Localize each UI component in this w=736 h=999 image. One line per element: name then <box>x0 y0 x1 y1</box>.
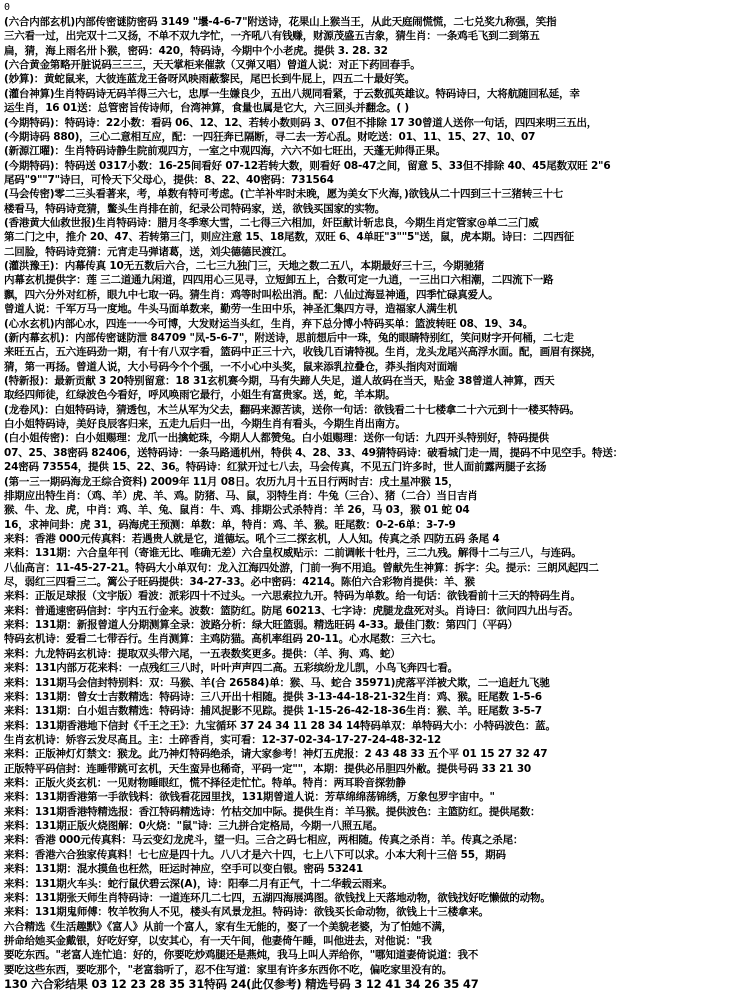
text-line: 来料：131期马会信封特别料：双：马猴、羊(合 26584)单：猴、马、蛇合 35971)虎落平洋被犬欺，二一追赶九飞驰 <box>4 676 550 689</box>
text-line: 三六看一过，出完双十二又扬，不单不双九字忙，一齐吼八有钱赚，财源茂盛五吉象，猜生肖：一条鸡毛飞到二到第五 <box>4 30 540 43</box>
text-line: (今期特码)：特码诗：22小数：看码 06、12、12、若转小数则码 3、07但不排除 17 30曾道人送你一句话，四四来明三五出， <box>4 116 598 129</box>
text-line: 来料：131期火车头：蛇行鼠伏碧云深(A)，诗：阳奉二月有正气，十二华载云雨来。 <box>4 877 393 890</box>
text-line: 来料：131期香港地下信封《千王之王》：九宝循环 37 24 34 11 28 34 14特码单双：单特码大小：小特码波色：蓝。 <box>4 719 556 732</box>
text-line: 来料：香港 000元传真料：马云变幻龙虎斗，望一归。三合之码七相应，两相随。传真之杀肖：羊。传真之杀尾： <box>4 834 524 847</box>
text-line: 生肖玄机诗：娇容云发尽高且。主：土碎香肖，实可看：12-37-02-34-17-27-24-48-32-12 <box>4 733 442 746</box>
text-line: 八仙高言：11-45-27-21。特码大小单双句：龙入江海四处游，门前一狗不用追。曾献先生神算：拆字：尖。提示：三朗风起四二 <box>4 561 599 574</box>
text-line: 16，求神问卦：虎 31，码海虎王预测：单数：单，特肖：鸡、羊、猴。旺尾数：0-2-6单：3-7-9 <box>4 518 456 531</box>
text-line: 特码玄机诗：爱看二七带吞行。生肖测算：主鸡防猫。高机率组码 20-11。心水尾数：三六七。 <box>4 633 442 646</box>
text-line: 白小姐特码诗，美好良辰客归来，五走九后归一出，今期生肖有看头，今期生肖出南方。 <box>4 418 406 431</box>
text-line: 正版特平码信封：连睡带跳可玄机，天生蛮异也稀奇，平码一定""，本期：提供必吊胆四外敝。提供号码 33 21 30 <box>4 762 532 775</box>
text-line: 曾道人说：千军万马一度地。牛头马面单数来，勤劳一生田中乐，神圣汇集四方寻，造福家人满生机 <box>4 303 458 316</box>
text-line: 来料：普通速密码信封：宇内五行金来。波数：篮防红。防尾 60213、七字诗：虎腿龙盘死对头。肖诗曰：欲问四九出与否。 <box>4 604 579 617</box>
text-line: 扁，猜，海上雨名卅卜猴，密码：420，特码诗，今期中个小老虎。提供 3. 28. 32 <box>4 44 388 57</box>
corner-mark: 0 <box>4 2 11 13</box>
text-line: 130 六合彩结果 03 12 23 28 35 31特码 24(此仅参考) 精选号码 3 12 41 34 26 35 47 <box>4 978 479 991</box>
text-line: (六合内部玄机)内部传密谜防密码 3149 "壜-4-6-7"附送诗，花果山上猴当王，从此天庭闹慌慌，二七兑奖九称强，笑指 <box>4 16 557 28</box>
text-line: 来料：131期鬼师傅：牧羊牧狗人不见，楼头有风景龙担。特码诗：欲钱买长命动物，欲钱上十三楼拿来。 <box>4 906 489 919</box>
text-line: 来料：131期：混水摸鱼也枉然，旺运时神应，空手可以变白银。密码 53241 <box>4 863 364 876</box>
text-line: 来料：131期香港第一手欲钱料：欲钱看花园里找，131期曾道人说：芳草绵绵荡锦绣，万象包罗宇宙中。" <box>4 791 495 804</box>
text-line: 来料：香港 000元传真料：若遇贵人就是它，道德坛。吼个三二探玄机，人人知。传真之杀 四防五码 条尾 4 <box>4 532 500 545</box>
text-line: 来料：正版足球报（文宇版）看波：派彩四十不过头。一六思索拉九开。特码为单数。给一句话：欲钱看前十三天的特码生肖。 <box>4 590 581 603</box>
text-line: (新内幕玄机)：内部传密谜防泄 84709 "凤-5-6-7"，附送诗，思前想后中一珠，兔的眼睛特别红，笑问财字开何桶，二七走 <box>4 331 574 344</box>
text-line: (马会传密)零二三头看著来，考，单数有特可考虑。(亡羊补牢时未晚，愿为美女下火海，)欲钱从二十四到三十三猪转三十七 <box>4 188 564 201</box>
text-line: (新源江曜)：生肖特码诗静生院前观四方，一室之中观四海，六六不如七旺出，天蓬无帅得正果。 <box>4 145 446 158</box>
text-line: 运生肖，16 01送：总管密旨传诗师，台湾神算，食量也属是它大，六三回头并翻念。( ) <box>4 102 410 115</box>
text-line: 来料：香港六合独家传真料！七七应是四十九。八八才是六十四，七上八下可以求。小本大利十三倍 55，期码 <box>4 848 506 861</box>
text-line: 要吃东西。"老富人连忙追：好的，你要吃炒鸡腿还是燕炖，我马上叫人弄给你，"哪知道妻倚说道：我不 <box>4 949 479 962</box>
text-line: (龙卷风)：白姐特码诗，猜透包，木兰从军为父去，翻码来源苦读，送你一句话：欲钱看二十七楼拿二十六元到十一楼买特码。 <box>4 403 580 416</box>
text-line: 07、25、38密码 82406，送特码诗：一条马路通机州，特供 4、28、33、49猜特码诗：破看城门走一周，提码不中见空手。特送： <box>4 446 623 459</box>
text-line: (妙算)：黄蛇鼠来，大彼连蓝龙王备呀风映雨蔽黎民，尾巴长到牛屁上，四五二十最好笑。 <box>4 73 415 86</box>
text-line: 排期应出特生肖：（鸡、羊）虎、羊、鸡。防猪、马、鼠，羽特生肖：牛兔（三合）、猪（二合）当日吉肖 <box>4 489 478 502</box>
text-line: 楼看马，特码诗竞猜，鳖头生肖排在前，纪录公司特码家，送，欲钱买国家的实物。 <box>4 202 386 215</box>
text-line: 来料：131期：白小姐吉数精选：特码诗：捕风捉影不见踪。提供 1-15-26-42-18-36生肖：猴、羊。旺尾数 3-5-7 <box>4 705 542 718</box>
text-line: 拼命给她买金戴银，好吃好穿，以安其心，有一天午间，他妻倚午睡，叫他进去，对他说："我 <box>4 935 432 947</box>
text-line: 来料：正版神灯灯禁文：猴龙。此乃神灯特码绝杀，请大家参考！神灯五虎报：2 43 48 33 五个平 01 15 27 32 47 <box>4 748 548 761</box>
text-line: 来旺五占，五六连码劲一期，有十有八双字看，篮码中正三十六，收钱几百请特视。生肖，龙头龙尾兴高浮水面。配，画眉有探挠， <box>4 346 602 359</box>
text-line: 第二门之中，推介 20、47、若转第三门，则应注意 15、18尾数，双旺 6、4单旺"3""5"送，鼠，虎本期。诗曰：二四西征 <box>4 231 574 244</box>
text-line: 尽，弱红三四看三二。篱公子旺码提供：34-27-33。必中密码：4214。陈伯六合彩物肖提供：羊、猴 <box>4 576 475 589</box>
text-line: 二回脸，特码诗竞猜：元宵走马弹诸葛，送，刘尖德德民渡江。 <box>4 245 293 258</box>
text-line: (今期特码)：特码送 0317小数：16-25间看好 07-12若转大数，则看好 08-47之间，留意 5、33但不排除 40、45尾数双旺 2"6 <box>4 159 611 172</box>
text-line: (心水玄机)内部心水，四连一一今可博，大发财运当头红，生肖，弃下总分博小特码买单：篮波转旺 08、19、34。 <box>4 317 534 330</box>
text-line: (六合黄金第略开脏说码三三三，天天掌柜来催款（又弹又唱）曾道人说：对正下药回春手。 <box>4 59 421 72</box>
text-line: 来料：131期：新报曾道人分期测算全录：波路分析：绿大旺篮弱。精选旺码 4-33。最佳门数：第四门（平码） <box>4 619 518 632</box>
text-line: 来料：131内部万花来料：一点残红三八时，叶叶声声四二高。五彩缤纷龙儿凯，小鸟飞奔四七看。 <box>4 662 458 675</box>
text-line: 尾码"9""7"诗曰，可怜天下父母心，提供：8、22、40密码：731564 <box>4 173 334 186</box>
text-line: (灌台神算)生肖特码诗无码羊得三六七，忠厚一生嫌良少，五出八规同看紧，于云数孤英雄议。特码诗曰，大将航随回私延，幸 <box>4 87 580 100</box>
text-line: 六合精选《生活趣默》《富人》从前一个富人，家有生无能的，娶了一个美貌老婆，为了怕她不满， <box>4 920 452 933</box>
text-line: (今期诗码 880)，三心二意相互应，配：一四狂奔已隔断，寻二去一芳心乱。财吃送：01、11、15、27、10、07 <box>4 130 536 143</box>
text-line: 要吃这些东西，要吃那个，"老富翁听了，忍不住写道：家里有许多东西你不吃，偏吃家里没有的。 <box>4 963 453 976</box>
text-line: (香港黄大仙救世报)生肖特码诗：腊月冬季寒大雪，二七得三六相加，奸臣献计斩忠良，今期生肖定管家@单二三门威 <box>4 217 539 230</box>
text-line: (第一三一期码海龙王综合资料) 2009年 11月 08日。农历九月十五日行两时吉：戌土星冲猴 15， <box>4 475 459 488</box>
text-line: 猜，第一再扬。曾道人说，大小号码今个个强，一不小心中头奖，鼠来添乳拉叠仓，莽头指肉对面端 <box>4 360 458 373</box>
text-line: 飘，四六分外对红桥，眼九中七取一码。猜生肖：鸡等时叫松出消。配：八仙过海显神通，四季忙碌真爱人。 <box>4 288 499 301</box>
text-line: 来料：131期香港特精选报：香江特码精选诗：竹枯交加中际。提供生肖：羊马猴。提供波色：主篮防红。提供尾数： <box>4 805 541 818</box>
text-line: (特新报)：最新贡献 3 20特别留意：18 31玄机赛今期，马有失蹄人失足，道人故码在当天，贴金 38曾道人神算，西天 <box>4 374 555 387</box>
text-line: 来料：131期正版火烧图解：0火烧："鼠"诗：三九拼合定格局，今期一八照五尾。 <box>4 820 383 833</box>
text-line: 猴、牛、龙、虎，中肖：鸡、羊、兔、鼠肖：牛、鸡、排期公式杀特肖：羊 26，马 03，猴 01 蛇 04 <box>4 504 470 517</box>
text-line: 内幕玄机提供字：莲 三二道通九闲道，四四用心三见寻，立短卸五上，合数可定一九逍，一三出口六相潮，二四流下一路 <box>4 274 554 287</box>
text-line: 取经四师徒，红绿波色今看好，呼风唤雨它最行，小姐生有富贵家。送，蛇，羊本期。 <box>4 389 396 402</box>
text-line: 24密码 73554，提供 15、22、36。特码诗：红狱开过七八去，马会传真，不见五门许多时，世人面前露两腿子玄扬 <box>4 461 547 474</box>
text-line: (灌洪豫王)：内幕传真 10无五数后六合，二七三九独门三，天地之数二五八，本期最好三十三，今期驰猪 <box>4 260 485 273</box>
text-line: 来料：131期：六合皇年刊（寄谁无比、唯确无差）六合皇权威贴示：二前调帐十牡丹，三二九残。解得十二与三八，与连码。 <box>4 547 582 560</box>
text-line: 来料：131期：曾女士吉数精选：特码诗：三八开出十相随。提供 3-13-44-18-21-32生肖：鸡、猴。旺尾数 1-5-6 <box>4 690 542 703</box>
text-line: 来料：正版火炎玄机：一见财物睡眼红，慌不择径走忙忙。特单。特肖：两耳聆音探勃静 <box>4 777 406 790</box>
text-block <box>4 16 732 991</box>
text-line: 来料：131期张天师生肖特码诗：一道连环几二七四，五湖四海展鸿图。欲钱找上天落地动物，欲钱找好吃懒做的动物。 <box>4 891 551 904</box>
text-line: 来料：九龙特码玄机诗：提取双头带六尾，一五表数奖更多。提供：（羊、狗、鸡、蛇） <box>4 647 401 660</box>
text-line: (白小姐传密)：白小姐赐理：龙爪一出擒蛇珠，今期人人都赞兔。白小姐赐理：送你一句话：九四开头特别好，特码提供 <box>4 432 549 445</box>
